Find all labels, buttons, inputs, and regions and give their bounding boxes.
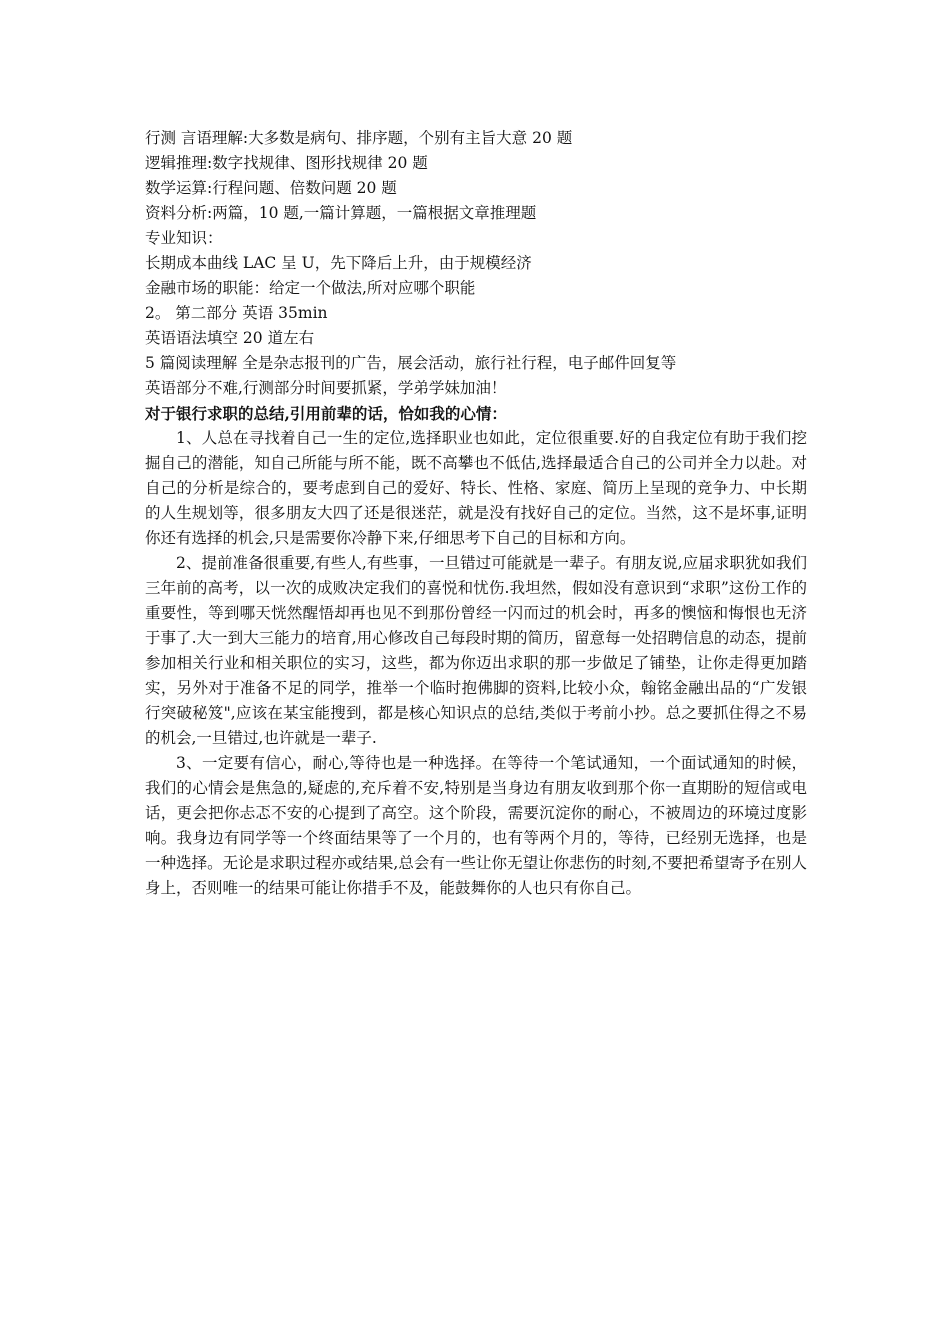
text-line: 行测 言语理解:大多数是病句、排序题，个别有主旨大意 20 题 (145, 129, 573, 147)
text-line: 专业知识： (145, 229, 223, 247)
text-line: 长期成本曲线 LAC 呈 U，先下降后上升，由于规模经济 (145, 254, 532, 272)
text-line: 资料分析:两篇，10 题,一篇计算题，一篇根据文章推理题 (145, 204, 537, 222)
text-line: 英语部分不难,行测部分时间要抓紧，学弟学妹加油！ (145, 379, 507, 397)
section-heading: 对于银行求职的总结,引用前辈的话，恰如我的心情： (145, 404, 507, 423)
paragraph: 3、一定要有信心，耐心,等待也是一种选择。在等待一个笔试通知，一个面试通知的时候，我们的心情会是焦急的,疑虑的,充斥着不安,特别是当身边有朋友收到那个你一直期盼的短信或电话，更会把你忐忑不安的心提到了高空。这个阶段，需要沉淀你的耐心，不被周边的环境过度影响。我身边有同学等一个终面结果等了一个月的，也有等两个月的，等待，已经别无选择，也是一种选择。无论是求职过程亦或结果,总会有一些让你无望让你悲伤的时刻,不要把希望寄予在别人身上，否则唯一的结果可能让你措手不及，能鼓舞你的人也只有你自己。 (145, 754, 807, 897)
paragraph: 1、人总在寻找着自己一生的定位,选择职业也如此，定位很重要.好的自我定位有助于我们挖掘自己的潜能，知自己所能与所不能，既不高攀也不低估,选择最适合自己的公司并全力以赴。对自己的分析是综合的，要考虑到自己的爱好、特长、性格、家庭、简历上呈现的竞争力、中长期的人生规划等，很多朋友大四了还是很迷茫，就是没有找好自己的定位。当然，这不是坏事,证明你还有选择的机会,只是需要你冷静下来,仔细思考下自己的目标和方向。 (145, 429, 807, 547)
text-line: 数学运算:行程问题、倍数问题 20 题 (145, 179, 397, 197)
text-line: 5 篇阅读理解 全是杂志报刊的广告，展会活动，旅行社行程，电子邮件回复等 (145, 354, 677, 372)
text-line: 逻辑推理:数字找规律、图形找规律 20 题 (145, 154, 428, 172)
text-line: 金融市场的职能：给定一个做法,所对应哪个职能 (145, 279, 476, 297)
text-line: 英语语法填空 20 道左右 (145, 329, 315, 347)
paragraph: 2、提前准备很重要,有些人,有些事，一旦错过可能就是一辈子。有朋友说,应届求职犹如我们三年前的高考，以一次的成败决定我们的喜悦和忧伤.我坦然，假如没有意识到“求职”这份工作的重要性，等到哪天恍然醒悟却再也见不到那份曾经一闪而过的机会时，再多的懊恼和悔恨也无济于事了.大一到大三能力的培育,用心修改自己每段时期的简历，留意每一处招聘信息的动态，提前参加相关行业和相关职位的实习，这些，都为你迈出求职的那一步做足了铺垫，让你走得更加踏实，另外对于准备不足的同学，推举一个临时抱佛脚的资料,比较小众，翰铭金融出品的“广发银行突破秘笈",应该在某宝能搜到，都是核心知识点的总结,类似于考前小抄。总之要抓住得之不易的机会,一旦错过,也许就是一辈子. (145, 554, 807, 747)
document-body (145, 126, 807, 901)
text-line: 2。 第二部分 英语 35min (145, 304, 328, 322)
